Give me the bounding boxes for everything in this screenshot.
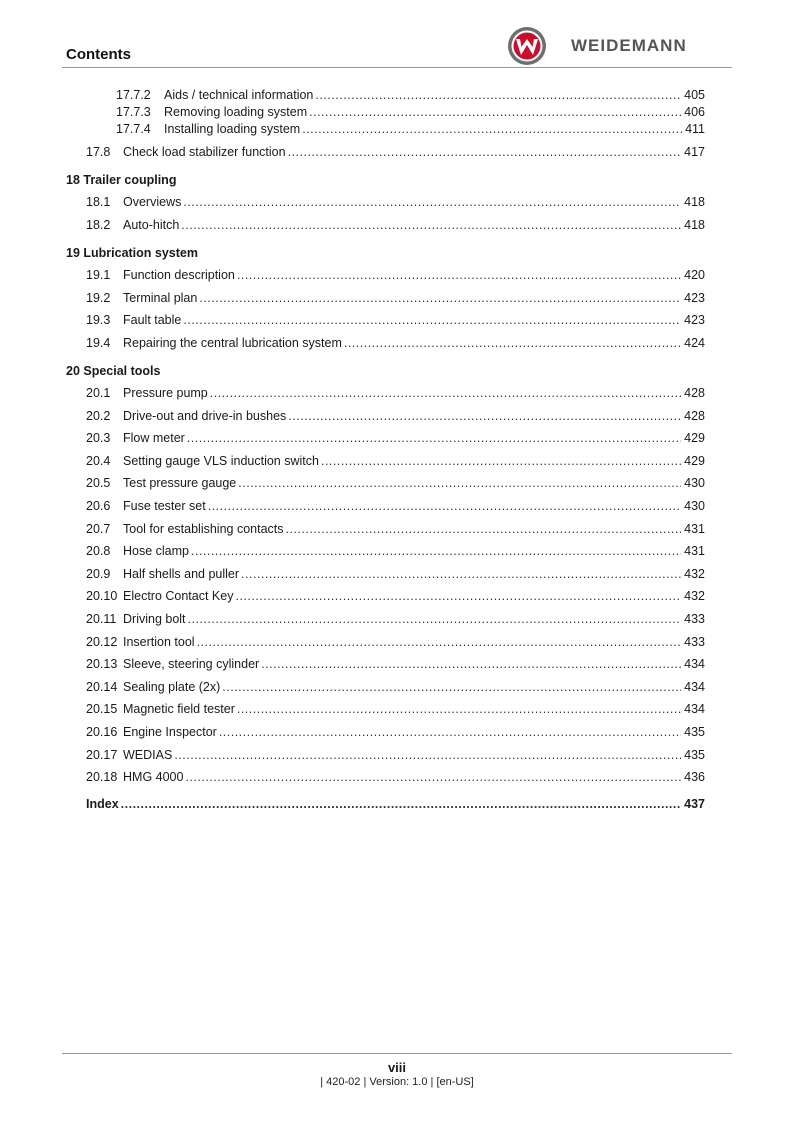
toc-entry-page: 435 <box>684 747 705 762</box>
dot-leader <box>197 634 682 651</box>
toc-entry-page: 428 <box>684 386 705 400</box>
toc-entry-title: Sleeve, steering cylinder <box>123 657 260 672</box>
toc-entry-page: 432 <box>684 566 705 581</box>
toc-entry-title: Engine Inspector <box>123 725 217 739</box>
toc-entry-page: 411 <box>685 122 705 136</box>
toc-entry[interactable] <box>86 290 705 307</box>
toc-entry-page: 435 <box>684 725 705 739</box>
toc-entry[interactable] <box>116 104 705 121</box>
toc-entry-number: 20.11 <box>86 612 117 626</box>
toc-entry[interactable] <box>86 521 705 538</box>
toc-entry-title: Magnetic field tester <box>123 702 235 717</box>
toc-entry-title: Tool for establishing contacts <box>123 521 284 536</box>
chapter-heading[interactable]: 19 Lubrication system <box>66 246 198 260</box>
chapter-heading[interactable]: 18 Trailer coupling <box>66 173 177 187</box>
toc-entry-title: Hose clamp <box>123 544 189 559</box>
toc-entry-number: 20.16 <box>86 725 118 739</box>
brand-logo <box>507 26 722 66</box>
toc-entry-title: Function description <box>123 268 235 282</box>
toc-entry[interactable] <box>86 217 705 234</box>
toc-entry-title: Flow meter <box>123 431 185 446</box>
dot-leader <box>261 656 681 673</box>
toc-entry-title: Repairing the central lubrication system <box>123 335 342 350</box>
toc-entry-page: 430 <box>684 499 705 513</box>
toc-entry-title: Overviews <box>123 195 182 209</box>
dot-leader <box>183 194 681 211</box>
toc-entry-page: 437 <box>684 797 705 811</box>
toc-entry[interactable] <box>86 430 705 447</box>
toc-entry-title: Drive-out and drive-in bushes <box>123 408 287 423</box>
toc-entry-title: Aids / technical information <box>164 88 314 102</box>
toc-entry-page: 405 <box>684 88 705 102</box>
dot-leader <box>187 430 681 447</box>
toc-entry[interactable] <box>86 543 705 560</box>
toc-entry-page: 424 <box>684 335 705 350</box>
toc-entry[interactable] <box>86 144 705 161</box>
toc-entry-page: 418 <box>684 217 705 232</box>
toc-entry-number: 17.7.4 <box>116 122 151 136</box>
chapter-heading[interactable]: 20 Special tools <box>66 364 161 378</box>
toc-entry-page: 423 <box>684 290 705 305</box>
toc-entry-number: 19.1 <box>86 268 111 282</box>
toc-entry-number: 17.7.3 <box>116 105 151 119</box>
toc-entry-number: 17.7.2 <box>116 88 151 102</box>
toc-entry[interactable] <box>86 194 705 211</box>
document-version: | 420-02 | Version: 1.0 | [en-US] <box>320 1076 474 1088</box>
page-number: viii <box>387 1060 407 1075</box>
toc-entry-title: Pressure pump <box>123 386 208 400</box>
dot-leader <box>315 87 681 104</box>
toc-entry-title: Test pressure gauge <box>123 476 237 491</box>
toc-entry-number: 17.8 <box>86 145 111 159</box>
toc-entry-page: 434 <box>684 657 705 672</box>
toc-entry-page: 429 <box>684 431 705 446</box>
toc-entry-title: Index <box>86 797 119 811</box>
toc-entry-title: WEDIAS <box>123 747 173 762</box>
dot-leader <box>235 588 681 605</box>
toc-entry-page: 431 <box>684 521 705 536</box>
toc-entry[interactable] <box>86 724 705 741</box>
toc-entry-page: 431 <box>684 544 705 559</box>
dot-leader <box>183 312 681 329</box>
toc-entry-number: 20.7 <box>86 521 111 536</box>
toc-entry-page: 417 <box>684 145 705 159</box>
toc-entry-page: 434 <box>684 679 705 694</box>
weidemann-logo-icon <box>507 26 547 66</box>
toc-entry-title: Half shells and puller <box>123 566 240 581</box>
dot-leader <box>219 724 681 741</box>
toc-entry-number: 20.12 <box>86 634 118 649</box>
dot-leader <box>121 796 681 813</box>
toc-entry-title: Auto-hitch <box>123 217 180 232</box>
toc-entry[interactable] <box>86 267 705 284</box>
toc-entry-title: Installing loading system <box>164 122 301 136</box>
toc-entry-number: 19.4 <box>86 335 111 350</box>
toc-entry-number: 20.4 <box>86 453 111 468</box>
toc-entry-number: 19.3 <box>86 313 111 328</box>
toc-entry-title: Fault table <box>123 313 182 328</box>
toc-entry-number: 20.17 <box>86 747 118 762</box>
toc-entry[interactable] <box>86 453 705 470</box>
toc-entry-page: 434 <box>684 702 705 717</box>
dot-leader <box>286 521 682 538</box>
toc-entry-page: 436 <box>684 770 705 785</box>
footer-divider <box>62 1053 732 1054</box>
dot-leader <box>174 747 681 764</box>
toc-entry[interactable] <box>116 87 705 104</box>
toc-entry-title: Terminal plan <box>123 290 198 305</box>
toc-entry-number: 20.14 <box>86 679 118 694</box>
toc-entry[interactable] <box>86 408 705 425</box>
toc-entry-title: Check load stabilizer function <box>123 145 286 159</box>
toc-entry-number: 18.2 <box>86 217 111 232</box>
toc-entry[interactable] <box>86 796 705 813</box>
brand-name: WEIDEMANN <box>571 36 687 55</box>
toc-entry[interactable] <box>86 335 705 352</box>
toc-entry-page: 432 <box>684 589 705 604</box>
toc-entry-number: 20.10 <box>86 589 118 604</box>
toc-entry-number: 20.2 <box>86 408 111 423</box>
toc-entry-page: 430 <box>684 476 705 491</box>
toc-entry-title: Insertion tool <box>123 634 195 649</box>
toc-entry-page: 423 <box>684 313 705 328</box>
toc-entry-page: 406 <box>684 105 705 119</box>
toc-entry-number: 18.1 <box>86 195 111 209</box>
toc-entry[interactable] <box>86 475 705 492</box>
toc-entry-page: 418 <box>684 195 705 209</box>
dot-leader <box>237 267 681 284</box>
toc-entry-number: 20.3 <box>86 431 111 446</box>
toc-entry-number: 20.8 <box>86 544 111 559</box>
dot-leader <box>321 453 681 470</box>
header-divider <box>62 67 732 68</box>
toc-entry-number: 20.15 <box>86 702 118 717</box>
dot-leader <box>237 701 681 718</box>
toc-entry[interactable] <box>86 611 705 628</box>
toc-entry-number: 19.2 <box>86 290 111 305</box>
dot-leader <box>238 475 681 492</box>
toc-entry-number: 20.13 <box>86 657 118 672</box>
toc-entry-number: 20.1 <box>86 386 111 400</box>
toc-entry[interactable] <box>86 498 705 515</box>
toc-entry-page: 420 <box>684 268 705 282</box>
toc-entry-number: 20.6 <box>86 499 111 513</box>
dot-leader <box>302 121 682 138</box>
toc-entry-title: Fuse tester set <box>123 499 206 513</box>
dot-leader <box>241 566 681 583</box>
dot-leader <box>344 335 681 352</box>
toc-entry-number: 20.5 <box>86 476 111 491</box>
toc-entry[interactable] <box>116 121 705 138</box>
toc-entry-title: Electro Contact Key <box>123 589 234 604</box>
toc-entry[interactable] <box>86 656 705 673</box>
dot-leader <box>288 408 681 425</box>
toc-entry[interactable] <box>86 769 705 786</box>
toc-entry-title: Setting gauge VLS induction switch <box>123 453 319 468</box>
dot-leader <box>188 611 682 628</box>
toc-entry[interactable] <box>86 634 705 651</box>
toc-entry-title: Driving bolt <box>123 612 186 626</box>
toc-entry[interactable] <box>86 566 705 583</box>
toc-entry-page: 429 <box>684 453 705 468</box>
toc-entry[interactable] <box>86 701 705 718</box>
toc-entry[interactable] <box>86 385 705 402</box>
toc-entry[interactable] <box>86 747 705 764</box>
toc-entry-page: 433 <box>684 612 705 626</box>
page-title: Contents <box>66 46 131 63</box>
dot-leader <box>210 385 681 402</box>
dot-leader <box>222 679 681 696</box>
toc-entry-number: 20.9 <box>86 566 111 581</box>
toc-entry[interactable] <box>86 679 705 696</box>
dot-leader <box>208 498 681 515</box>
dot-leader <box>185 769 681 786</box>
toc-entry-page: 433 <box>684 634 705 649</box>
dot-leader <box>199 290 681 307</box>
toc-entry[interactable] <box>86 312 705 329</box>
toc-entry-title: HMG 4000 <box>123 770 184 785</box>
toc-entry-page: 428 <box>684 408 705 423</box>
toc-entry-title: Sealing plate (2x) <box>123 679 221 694</box>
toc-entry[interactable] <box>86 588 705 605</box>
toc-entry-title: Removing loading system <box>164 105 308 119</box>
dot-leader <box>191 543 681 560</box>
dot-leader <box>288 144 682 161</box>
dot-leader <box>309 104 681 121</box>
dot-leader <box>181 217 681 234</box>
toc-entry-number: 20.18 <box>86 770 118 785</box>
